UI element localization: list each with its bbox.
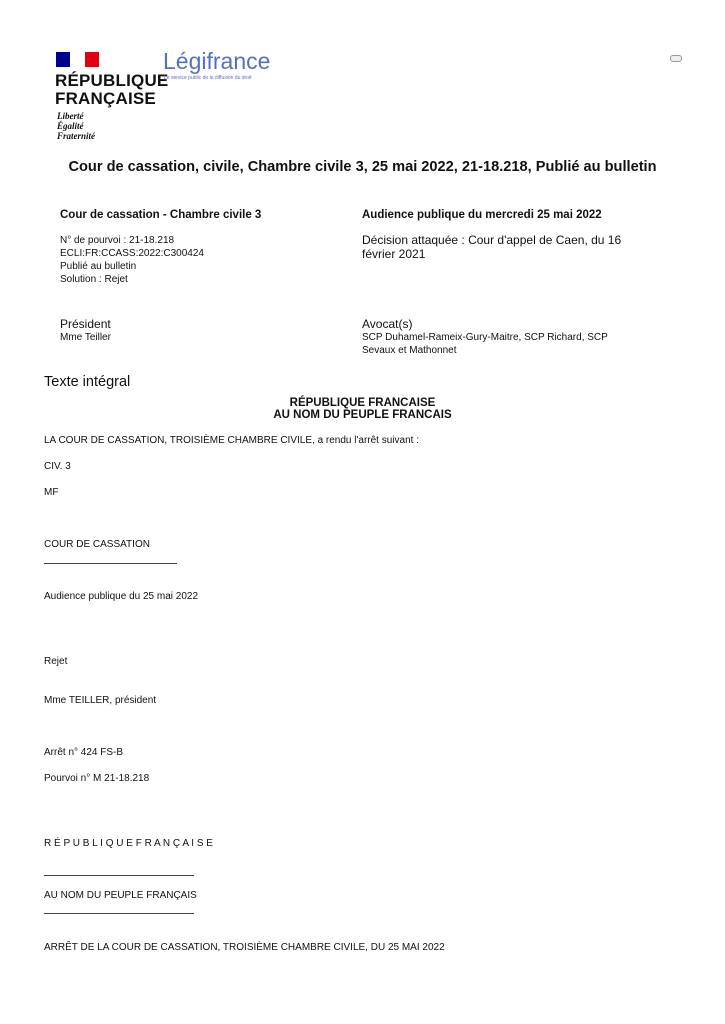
- pourvoi-number: N° de pourvoi : 21-18.218: [60, 235, 175, 246]
- legifrance-tagline: Le service public de la diffusion du droit: [164, 75, 252, 81]
- motto-liberte: Liberté: [57, 111, 84, 121]
- flag-red-stripe: [85, 52, 99, 67]
- republique-logo-line2: FRANÇAISE: [55, 89, 156, 108]
- decision-line-2: février 2021: [362, 247, 426, 261]
- president-text: Mme TEILLER, président: [44, 695, 157, 706]
- texte-integral-heading: Texte intégral: [44, 374, 131, 390]
- audience-text: Audience publique du 25 mai 2022: [44, 591, 199, 602]
- avocats-line-1: SCP Duhamel-Rameix-Gury-Maitre, SCP Richard, SCP: [362, 332, 608, 343]
- toggle-icon[interactable]: [670, 55, 682, 62]
- republique-logo-line1: RÉPUBLIQUE: [55, 71, 169, 90]
- french-flag-icon: [56, 52, 99, 67]
- motto-fraternite: Fraternité: [57, 131, 96, 141]
- meta-left-details: [60, 234, 204, 286]
- avocats-line-2: Sevaux et Mathonnet: [362, 345, 457, 356]
- avocats-value: [362, 331, 608, 357]
- hearing-date: Audience publique du mercredi 25 mai 2022: [362, 209, 602, 221]
- court-name: Cour de cassation - Chambre civile 3: [60, 209, 262, 221]
- divider-rule: [44, 913, 194, 914]
- avocats-label: Avocat(s): [362, 317, 413, 331]
- flag-white-stripe: [70, 52, 84, 67]
- president-value: Mme Teiller: [60, 332, 111, 343]
- divider-rule: [44, 563, 177, 564]
- divider-rule: [44, 875, 194, 876]
- republique-heading: RÉPUBLIQUE FRANCAISE: [289, 397, 436, 409]
- arret-number-text: Arrêt n° 424 FS-B: [44, 747, 124, 758]
- legifrance-brand[interactable]: Légifrance: [163, 48, 271, 74]
- solution-value: Solution : Rejet: [60, 274, 128, 285]
- arret-heading-text: ARRÊT DE LA COUR DE CASSATION, TROISIÈME CHAMBRE CIVILE, DU 25 MAI 2022: [44, 942, 445, 953]
- peuple-francais-text: AU NOM DU PEUPLE FRANÇAIS: [44, 890, 197, 901]
- decision-line-1: Décision attaquée : Cour d'appel de Caen, du 16: [362, 233, 622, 247]
- publication-status: Publié au bulletin: [60, 261, 137, 272]
- intro-text: LA COUR DE CASSATION, TROISIÈME CHAMBRE CIVILE, a rendu l'arrêt suivant :: [44, 435, 419, 446]
- flag-blue-stripe: [56, 52, 70, 67]
- rejet-text: Rejet: [44, 656, 68, 667]
- page-title: Cour de cassation, civile, Chambre civile 3, 25 mai 2022, 21-18.218, Publié au bulletin: [68, 159, 657, 175]
- motto-egalite: Égalité: [57, 121, 84, 131]
- mf-text: MF: [44, 487, 59, 498]
- civ-text: CIV. 3: [44, 461, 71, 472]
- peuple-heading: AU NOM DU PEUPLE FRANCAIS: [273, 409, 452, 421]
- president-label: Président: [60, 317, 111, 331]
- decision-attaquee: [362, 233, 621, 261]
- pourvoi-text: Pourvoi n° M 21-18.218: [44, 773, 150, 784]
- ecli-number: ECLI:FR:CCASS:2022:C300424: [60, 248, 204, 259]
- cour-text: COUR DE CASSATION: [44, 539, 150, 550]
- republique-spaced-text: R É P U B L I Q U E F R A N Ç A I S E: [44, 838, 213, 849]
